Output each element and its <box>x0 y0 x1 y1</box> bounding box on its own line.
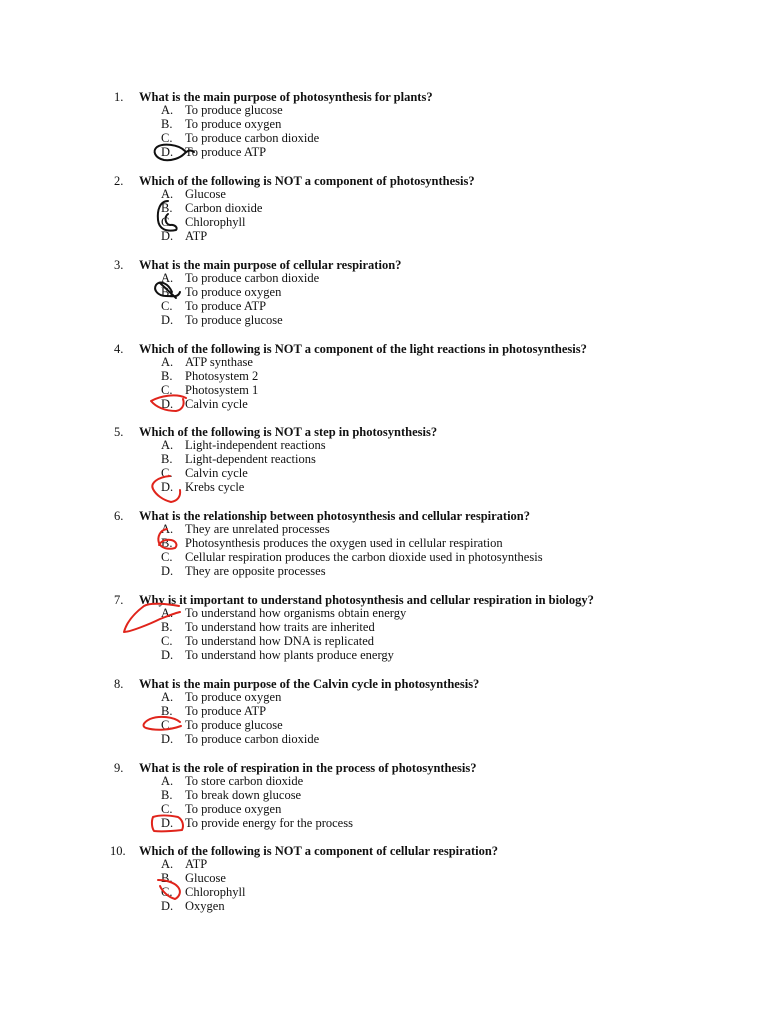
option-letter: B. <box>161 452 173 466</box>
question-number: 6. <box>114 509 124 523</box>
question-number: 7. <box>114 593 124 607</box>
option-text: Photosystem 1 <box>185 383 259 397</box>
option-text: Calvin cycle <box>185 466 248 480</box>
answer-option-d <box>0 899 768 913</box>
answer-option-a <box>0 606 768 620</box>
question-text: Why is it important to understand photosynthesis and cellular respiration in biology? <box>139 593 594 607</box>
option-text: To produce oxygen <box>185 690 282 704</box>
option-text: Krebs cycle <box>185 480 245 494</box>
answer-option-c <box>0 299 768 313</box>
answer-option-a <box>0 774 768 788</box>
option-letter: A. <box>161 355 174 369</box>
question-number: 4. <box>114 342 124 356</box>
option-letter: A. <box>161 103 174 117</box>
option-text: To understand how traits are inherited <box>185 620 375 634</box>
option-text: Light-dependent reactions <box>185 452 316 466</box>
question-text: Which of the following is NOT a component of cellular respiration? <box>139 844 499 858</box>
option-letter: D. <box>161 480 174 494</box>
option-text: To understand how plants produce energy <box>185 648 394 662</box>
answer-option-c <box>0 550 768 564</box>
option-text: ATP <box>185 857 208 871</box>
option-letter: D. <box>161 313 174 327</box>
option-text: To produce glucose <box>185 103 283 117</box>
option-letter: B. <box>161 704 173 718</box>
option-letter: D. <box>161 145 174 159</box>
question-1 <box>0 90 768 170</box>
answer-option-a <box>0 438 768 452</box>
option-text: Chlorophyll <box>185 215 246 229</box>
question-3 <box>0 258 768 338</box>
option-text: ATP <box>185 229 208 243</box>
question-text: Which of the following is NOT a step in photosynthesis? <box>139 425 438 439</box>
question-7 <box>0 593 768 673</box>
answer-option-c <box>0 215 768 229</box>
question-number: 10. <box>110 844 126 858</box>
option-text: To produce ATP <box>185 145 267 159</box>
answer-option-c <box>0 466 768 480</box>
answer-option-b <box>0 871 768 885</box>
option-text: To produce carbon dioxide <box>185 271 320 285</box>
answer-option-c <box>0 885 768 899</box>
option-letter: D. <box>161 564 174 578</box>
option-letter: D. <box>161 648 174 662</box>
option-letter: B. <box>161 871 173 885</box>
answer-option-b <box>0 285 768 299</box>
option-letter: A. <box>161 187 174 201</box>
option-letter: B. <box>161 285 173 299</box>
option-text: To produce oxygen <box>185 117 282 131</box>
answer-option-c <box>0 131 768 145</box>
option-letter: C. <box>161 215 173 229</box>
answer-option-c <box>0 802 768 816</box>
option-letter: B. <box>161 369 173 383</box>
question-text: What is the relationship between photosynthesis and cellular respiration? <box>139 509 531 523</box>
option-letter: D. <box>161 732 174 746</box>
option-text: To provide energy for the process <box>185 816 353 830</box>
option-letter: B. <box>161 201 173 215</box>
question-number: 5. <box>114 425 124 439</box>
option-text: Carbon dioxide <box>185 201 263 215</box>
question-9 <box>0 761 768 841</box>
option-text: To produce carbon dioxide <box>185 732 320 746</box>
option-text: To produce glucose <box>185 313 283 327</box>
option-text: They are unrelated processes <box>185 522 330 536</box>
option-text: To produce oxygen <box>185 285 282 299</box>
option-text: To produce glucose <box>185 718 283 732</box>
option-text: Glucose <box>185 871 226 885</box>
question-number: 8. <box>114 677 124 691</box>
option-letter: A. <box>161 857 174 871</box>
answer-option-a <box>0 355 768 369</box>
option-letter: C. <box>161 634 173 648</box>
option-text: Glucose <box>185 187 226 201</box>
option-letter: C. <box>161 131 173 145</box>
question-text: Which of the following is NOT a component of photosynthesis? <box>139 174 475 188</box>
answer-option-c <box>0 718 768 732</box>
answer-option-d <box>0 480 768 494</box>
option-letter: C. <box>161 383 173 397</box>
option-letter: D. <box>161 816 174 830</box>
option-text: Oxygen <box>185 899 225 913</box>
answer-option-b <box>0 536 768 550</box>
option-letter: B. <box>161 620 173 634</box>
answer-option-d <box>0 732 768 746</box>
question-number: 3. <box>114 258 124 272</box>
option-text: To produce oxygen <box>185 802 282 816</box>
question-5 <box>0 425 768 505</box>
option-letter: D. <box>161 899 174 913</box>
answer-option-a <box>0 522 768 536</box>
option-letter: B. <box>161 788 173 802</box>
option-letter: C. <box>161 550 173 564</box>
answer-option-b <box>0 117 768 131</box>
question-text: What is the main purpose of the Calvin cycle in photosynthesis? <box>139 677 480 691</box>
option-letter: C. <box>161 885 173 899</box>
answer-option-d <box>0 145 768 159</box>
answer-option-c <box>0 634 768 648</box>
answer-option-b <box>0 201 768 215</box>
question-number: 9. <box>114 761 124 775</box>
option-text: Photosynthesis produces the oxygen used in cellular respiration <box>185 536 503 550</box>
answer-option-c <box>0 383 768 397</box>
answer-option-d <box>0 564 768 578</box>
option-letter: A. <box>161 690 174 704</box>
option-text: To understand how DNA is replicated <box>185 634 375 648</box>
option-text: To produce carbon dioxide <box>185 131 320 145</box>
answer-option-d <box>0 313 768 327</box>
option-text: To produce ATP <box>185 704 267 718</box>
option-letter: D. <box>161 229 174 243</box>
option-letter: C. <box>161 718 173 732</box>
answer-option-a <box>0 187 768 201</box>
option-letter: A. <box>161 606 174 620</box>
question-10 <box>0 844 768 924</box>
option-text: To break down glucose <box>185 788 302 802</box>
option-letter: C. <box>161 466 173 480</box>
question-4 <box>0 342 768 422</box>
option-letter: A. <box>161 271 174 285</box>
question-text: What is the main purpose of photosynthesis for plants? <box>139 90 433 104</box>
question-6 <box>0 509 768 589</box>
answer-option-a <box>0 690 768 704</box>
option-text: To understand how organisms obtain energy <box>185 606 407 620</box>
question-number: 1. <box>114 90 124 104</box>
option-text: Cellular respiration produces the carbon dioxide used in photosynthesis <box>185 550 543 564</box>
option-letter: D. <box>161 397 174 411</box>
option-text: To produce ATP <box>185 299 267 313</box>
answer-option-d <box>0 397 768 411</box>
option-letter: B. <box>161 536 173 550</box>
question-text: What is the role of respiration in the process of photosynthesis? <box>139 761 477 775</box>
question-text: What is the main purpose of cellular respiration? <box>139 258 402 272</box>
option-text: To store carbon dioxide <box>185 774 304 788</box>
option-letter: C. <box>161 299 173 313</box>
question-2 <box>0 174 768 254</box>
option-letter: B. <box>161 117 173 131</box>
question-number: 2. <box>114 174 124 188</box>
answer-option-a <box>0 271 768 285</box>
answer-option-d <box>0 816 768 830</box>
answer-option-b <box>0 369 768 383</box>
question-8 <box>0 677 768 757</box>
option-text: Calvin cycle <box>185 397 248 411</box>
answer-option-d <box>0 648 768 662</box>
answer-option-b <box>0 620 768 634</box>
option-letter: A. <box>161 774 174 788</box>
option-text: They are opposite processes <box>185 564 326 578</box>
option-text: Photosystem 2 <box>185 369 259 383</box>
answer-option-a <box>0 857 768 871</box>
answer-option-b <box>0 704 768 718</box>
option-letter: A. <box>161 438 174 452</box>
answer-option-a <box>0 103 768 117</box>
option-text: Chlorophyll <box>185 885 246 899</box>
option-text: Light-independent reactions <box>185 438 326 452</box>
option-letter: C. <box>161 802 173 816</box>
answer-option-b <box>0 452 768 466</box>
question-text: Which of the following is NOT a component of the light reactions in photosynthesis? <box>139 342 587 356</box>
answer-option-d <box>0 229 768 243</box>
option-letter: A. <box>161 522 174 536</box>
answer-option-b <box>0 788 768 802</box>
option-text: ATP synthase <box>185 355 253 369</box>
